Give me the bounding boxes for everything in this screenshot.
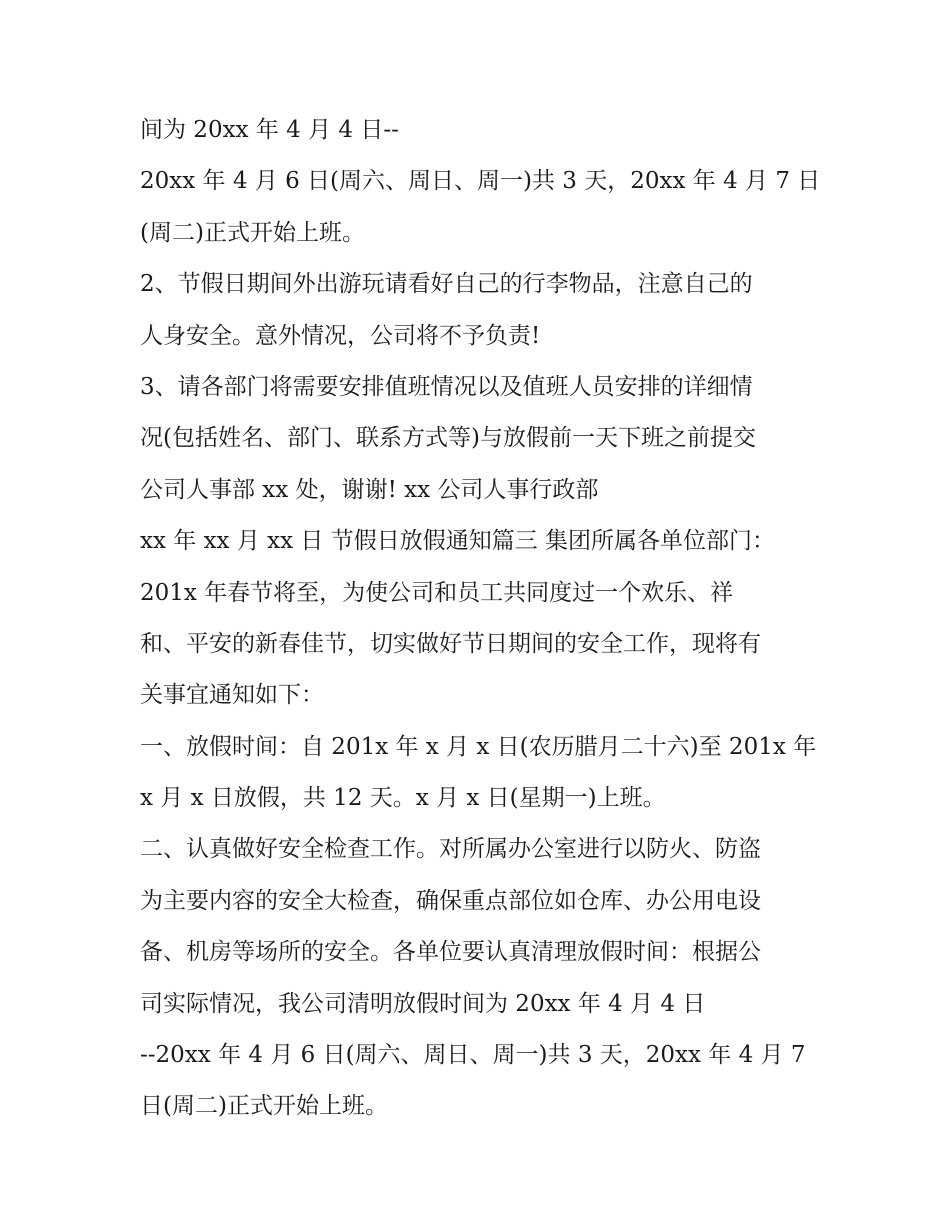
text-line: 司实际情况，我公司清明放假时间为 20xx 年 4 月 4 日: [140, 990, 706, 1017]
text-line: 3、请各部门将需要安排值班情况以及值班人员安排的详细情: [140, 373, 753, 400]
text-line: 关事宜通知如下：: [140, 682, 324, 709]
text-line: --20xx 年 4 月 6 日(周六、周日、周一)共 3 天，20xx 年 4 月 7: [140, 1042, 806, 1069]
text-line: (周二)正式开始上班。: [140, 219, 365, 246]
text-line: x 月 x 日放假，共 12 天。x 月 x 日(星期一)上班。: [140, 785, 666, 812]
document-body: [140, 108, 840, 1136]
text-line: 为主要内容的安全大检查，确保重点部位如仓库、办公用电设: [140, 887, 761, 914]
text-line: 况(包括姓名、部门、联系方式等)与放假前一天下班之前提交: [140, 425, 756, 452]
text-line: 二、认真做好安全检查工作。对所属办公室进行以防火、防盗: [140, 836, 761, 863]
text-line: 人身安全。意外情况，公司将不予负责!: [140, 322, 541, 349]
text-line: 一、放假时间：自 201x 年 x 月 x 日(农历腊月二十六)至 201x 年: [140, 733, 817, 760]
text-line: xx 年 xx 月 xx 日 节假日放假通知篇三 集团所属各单位部门：: [140, 528, 776, 555]
text-line: 间为 20xx 年 4 月 4 日--: [140, 117, 399, 143]
text-line: 备、机房等场所的安全。各单位要认真清理放假时间：根据公: [140, 939, 761, 966]
text-line: 公司人事部 xx 处，谢谢! xx 公司人事行政部: [140, 476, 599, 503]
text-line: 2、节假日期间外出游玩请看好自己的行李物品，注意自己的: [140, 271, 753, 298]
text-line: 201x 年春节将至，为使公司和员工共同度过一个欢乐、祥: [140, 579, 734, 606]
text-line: 日(周二)正式开始上班。: [140, 1093, 388, 1120]
text-line: 和、平安的新春佳节，切实做好节日期间的安全工作，现将有: [140, 630, 761, 657]
text-line: 20xx 年 4 月 6 日(周六、周日、周一)共 3 天，20xx 年 4 月 7 日: [140, 168, 821, 195]
